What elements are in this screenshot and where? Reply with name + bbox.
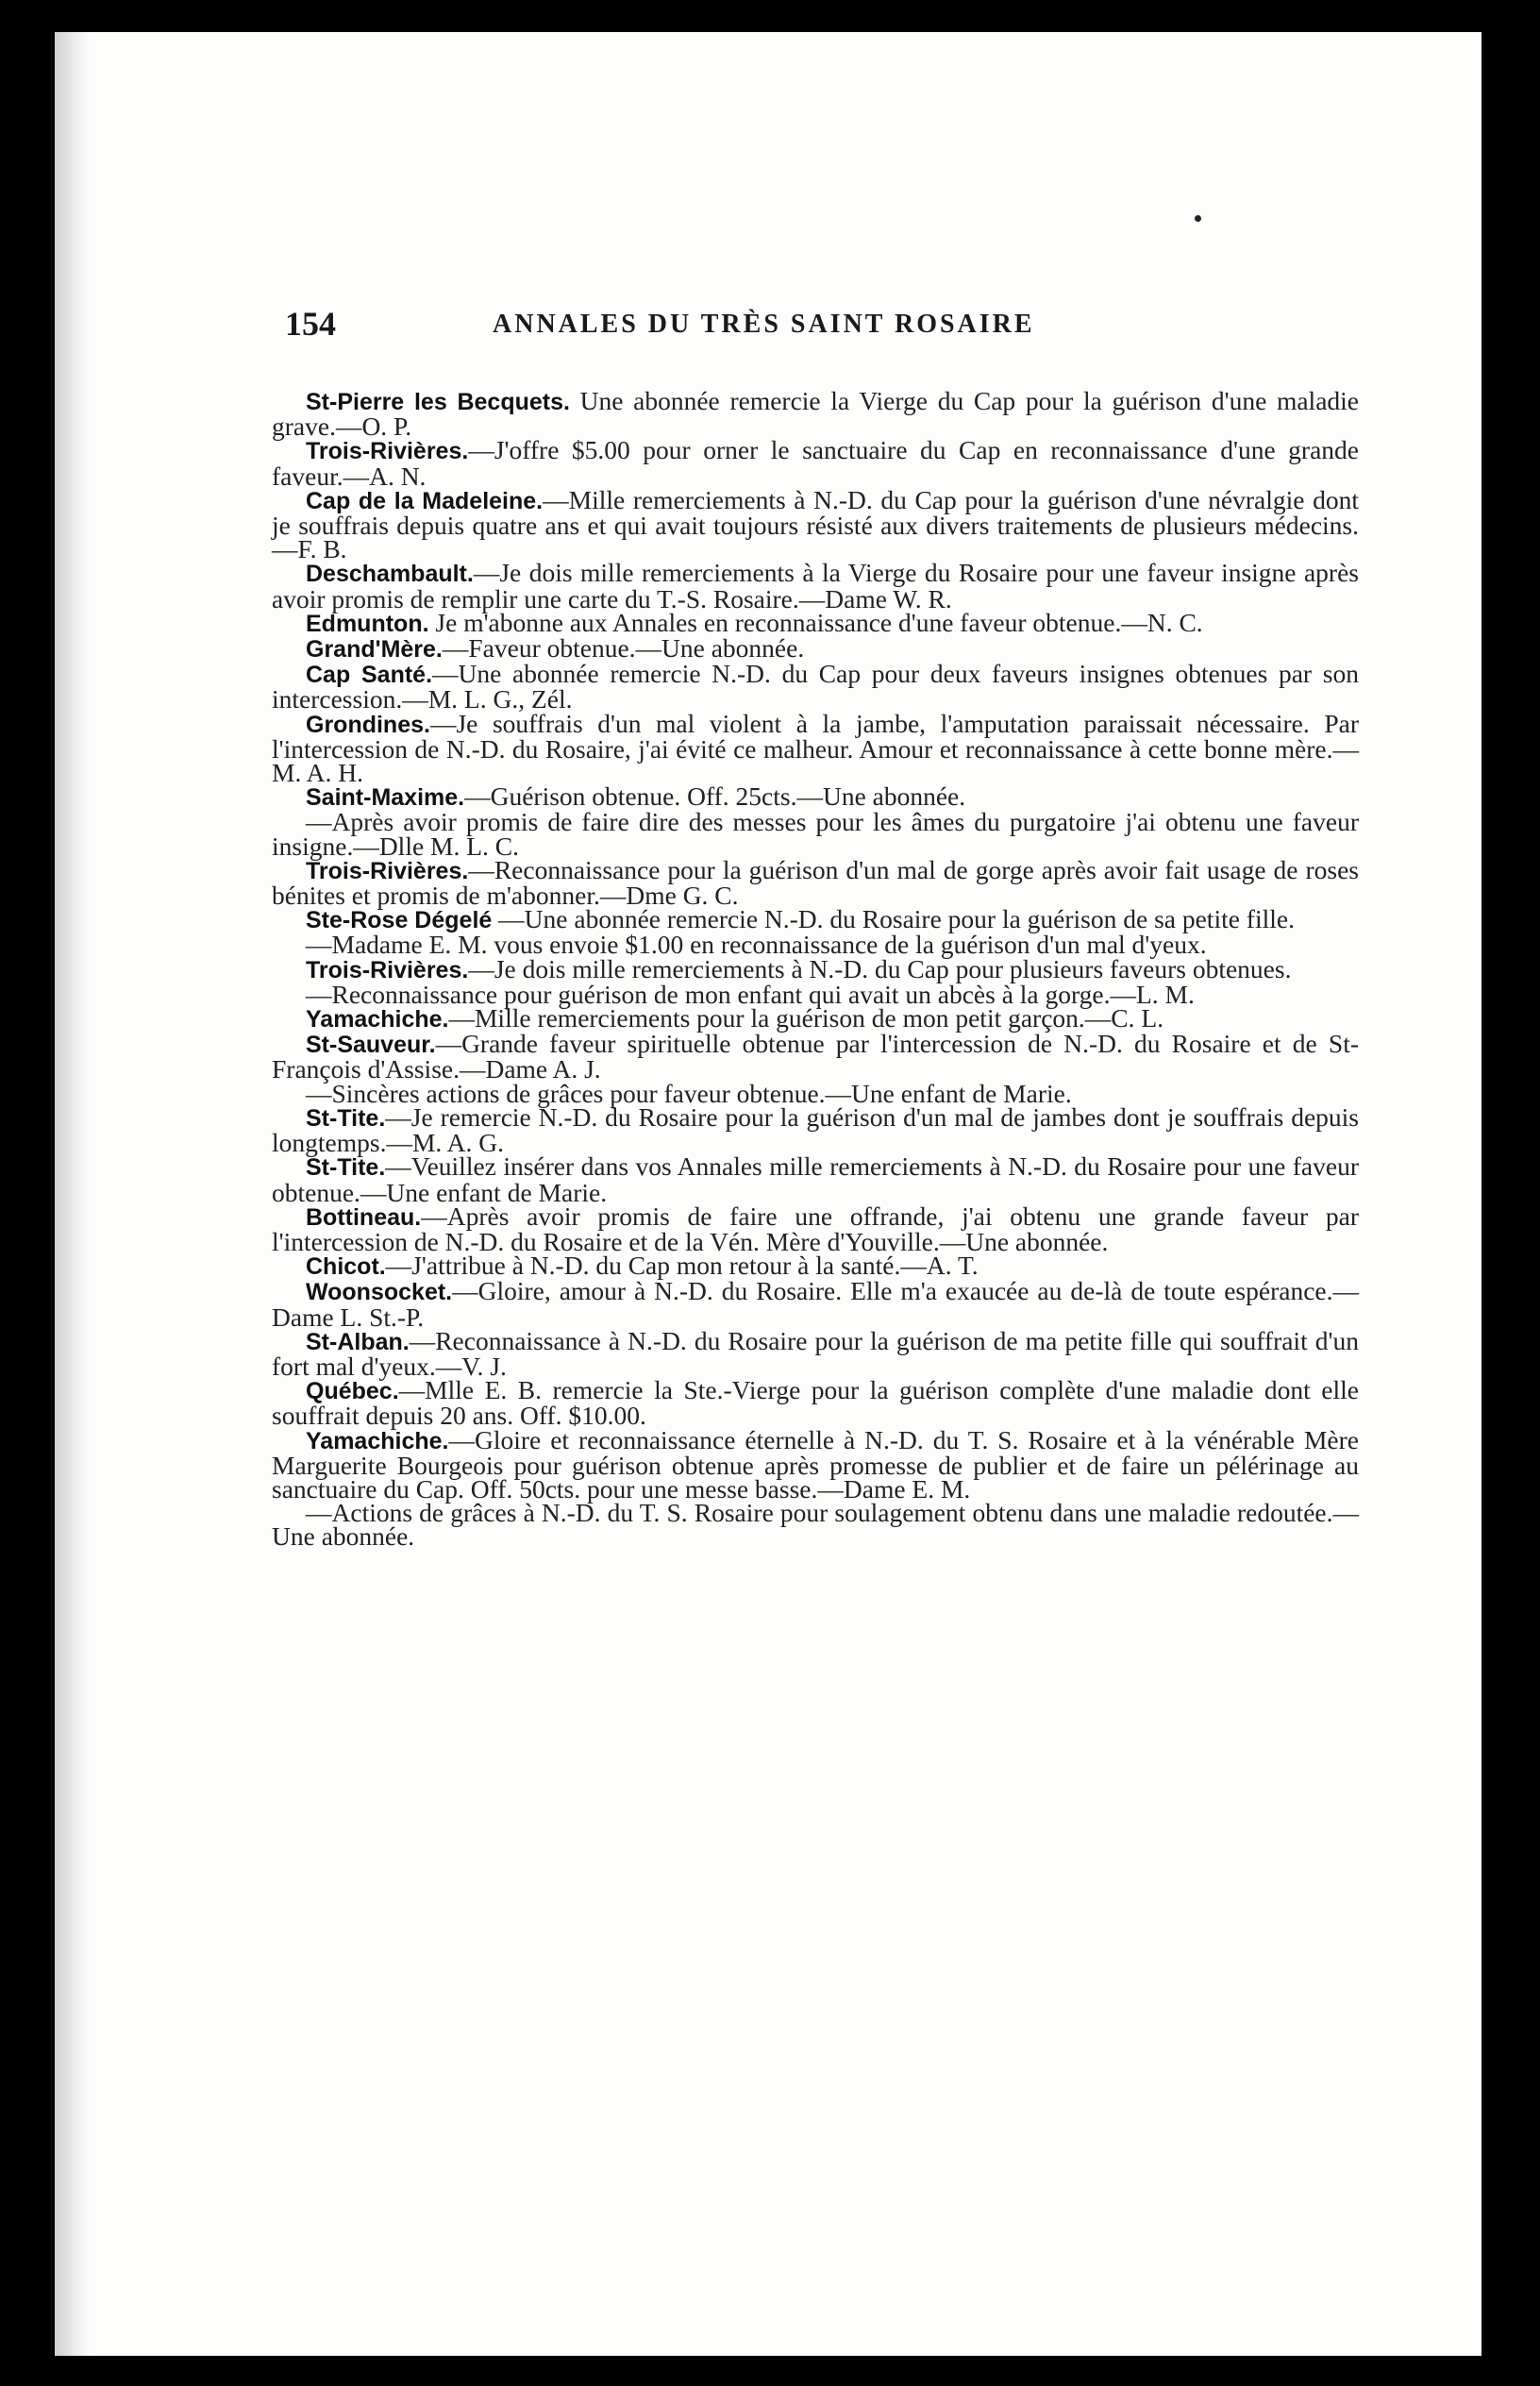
entry-place: Yamachiche. (306, 1427, 449, 1454)
entry-text: —Je dois mille remerciements à N.-D. du Cap pour plusieurs faveurs obtenues. (468, 953, 1292, 983)
entry (272, 708, 1359, 788)
entry-text: —Gloire, amour à N.-D. du Rosaire. Elle m'a exaucée au de-là de toute espérance.—Dame L. St.-P. (272, 1276, 1359, 1332)
entry (272, 659, 1359, 714)
entry-text: —Reconnaissance pour la guérison d'un mal de gorge après avoir fait usage de roses bénites et promis de m'abonner.—Dme G. C. (272, 854, 1359, 911)
entry-text: —Mlle E. B. remercie la Ste.-Vierge pour la guérison complète d'une maladie dont elle souffrait depuis 20 ans. Off. $10.00. (272, 1375, 1359, 1431)
speck-mark (1195, 215, 1201, 222)
entry (272, 1325, 1359, 1381)
entry-place: Ste-Rose Dégelé (306, 907, 493, 934)
entry-text: —Une abonnée remercie N.-D. du Cap pour deux faveurs insignes obtenues par son intercession.—M. L. G., Zél. (272, 659, 1359, 714)
entry (272, 1201, 1359, 1256)
entry-place: Yamachiche. (306, 1006, 449, 1033)
entry-text: —Guérison obtenue. Off. 25cts.—Une abonnée. (464, 781, 966, 812)
entry-text: Je m'abonne aux Annales en reconnaissance d'une faveur obtenue.—N. C. (428, 607, 1203, 637)
entry-place: St-Alban. (306, 1328, 410, 1355)
entry-text: —Une abonnée remercie N.-D. du Rosaire pour la guérison de sa petite fille. (492, 904, 1295, 934)
entry-place: Bottineau. (306, 1203, 422, 1231)
entry-place: Cap Santé. (306, 662, 433, 689)
page-header (285, 304, 1351, 361)
entry-text: —Mille remerciements à N.-D. du Cap pour la guérison d'une névralgie dont je souffrais depuis quatre ans et qui avait toujours résisté aux divers traitements de plusieurs médecins.—F. B. (272, 484, 1359, 564)
entry-text: —Reconnaissance à N.-D. du Rosaire pour la guérison de ma petite fille qui souffrait d'un fort mal d'yeux.—V. J. (272, 1325, 1359, 1381)
entry (272, 781, 1359, 812)
entry (272, 1375, 1359, 1431)
entry-text: —Reconnaissance pour guérison de mon enfant qui avait un abcès à la gorge.—L. M. (306, 979, 1195, 1009)
entry-place: Saint-Maxime. (306, 784, 465, 812)
entry-place: Trois-Rivières. (306, 857, 469, 884)
entry (272, 1253, 1359, 1279)
entry-text: —J'attribue à N.-D. du Cap mon retour à la santé.—A. T. (385, 1251, 979, 1281)
entry-text: —Sincères actions de grâces pour faveur obtenue.—Une enfant de Marie. (306, 1078, 1072, 1108)
entry (272, 807, 1359, 861)
entry (272, 558, 1359, 613)
entry-place: Trois-Rivières. (306, 956, 469, 983)
entry-place: Grand'Mère. (306, 636, 443, 664)
entry-place: Chicot. (306, 1253, 386, 1281)
entry-text: —Après avoir promis de faire dire des messes pour les âmes du purgatoire j'ai obtenu une faveur insigne.—Dlle M. L. C. (272, 807, 1359, 861)
page-gutter-shadow (55, 32, 91, 2356)
entry-place: Deschambault. (306, 561, 474, 588)
entry (272, 386, 1359, 442)
entry (272, 904, 1359, 934)
page-number: 154 (285, 305, 336, 343)
entry-place: St-Tite. (306, 1104, 386, 1132)
entry (272, 607, 1359, 637)
entry-place: Trois-Rivières. (306, 438, 469, 465)
entry-text: —Mille remerciements pour la guérison de mon petit garçon.—C. L. (448, 1003, 1164, 1033)
entry (272, 1424, 1359, 1504)
entry (272, 633, 1359, 664)
entry-text: —J'offre $5.00 pour orner le sanctuaire du Cap en reconnaissance d'une grande faveur.—A. N. (272, 435, 1359, 491)
entry-text: —Je souffrais d'un mal violent à la jambe, l'amputation paraissait nécessaire. Par l'intercession de N.-D. du Rosaire, j'ai évité ce malheur. Amour et reconnaissance à cette bonne mère.—M. A. H. (272, 708, 1359, 788)
entry-text: —Actions de grâces à N.-D. du T. S. Rosaire pour soulagement obtenu dans une maladie redoutée.—Une abonnée. (272, 1498, 1359, 1552)
entry (272, 1498, 1359, 1552)
entry-text: —Madame E. M. vous envoie $1.00 en reconnaissance de la guérison d'un mal d'yeux. (306, 930, 1207, 960)
entry-place: St-Tite. (306, 1154, 386, 1182)
entry (272, 1151, 1359, 1207)
entry-text: Une abonnée remercie la Vierge du Cap pour la guérison d'une maladie grave.—O. P. (272, 386, 1359, 442)
entry-text: —Veuillez insérer dans vos Annales mille remerciements à N.-D. du Rosaire pour une faveur obtenue.—Une enfant de Marie. (272, 1151, 1359, 1207)
entry-text: —Grande faveur spirituelle obtenue par l'intercession de N.-D. du Rosaire et de St-François d'Assise.—Dame A. J. (272, 1029, 1359, 1084)
entry-text: —Je dois mille remerciements à la Vierge du Rosaire pour une faveur insigne après avoir promis de remplir une carte du T.-S. Rosaire.—Dame W. R. (272, 558, 1359, 613)
entry (272, 435, 1359, 491)
entry-place: Grondines. (306, 711, 430, 738)
entry-text: —Gloire et reconnaissance éternelle à N.-D. du T. S. Rosaire et à la vénérable Mère Marguerite Bourgeois pour guérison obtenue après promesse de publier et de faire un pélérinage au sanctuaire du Cap. Off. 50cts. pour une messe basse.—Dame E. M. (272, 1424, 1359, 1504)
entry (272, 1003, 1359, 1033)
entry (272, 484, 1359, 564)
entry-place: Cap de la Madeleine. (306, 487, 544, 514)
entry (272, 1029, 1359, 1084)
entry-place: Edmunton. (306, 610, 429, 637)
entry-place: St-Pierre les Becquets. (306, 389, 570, 415)
entry (272, 854, 1359, 911)
running-title: ANNALES DU TRÈS SAINT ROSAIRE (493, 310, 1035, 339)
entry-text: —Après avoir promis de faire une offrande, j'ai obtenu une grande faveur par l'intercession de N.-D. du Rosaire et de la Vén. Mère d'Youville.—Une abonnée. (272, 1201, 1359, 1256)
entry (272, 953, 1359, 983)
entries-list (272, 386, 1359, 1552)
entry-text: —Je remercie N.-D. du Rosaire pour la guérison d'un mal de jambes dont je souffrais depuis longtemps.—M. A. G. (272, 1101, 1359, 1158)
entry-place: St-Sauveur. (306, 1032, 436, 1059)
entry (272, 1101, 1359, 1158)
entry-place: Woonsocket. (306, 1279, 453, 1306)
entry-place: Québec. (306, 1378, 399, 1405)
entry-text: —Faveur obtenue.—Une abonnée. (442, 633, 805, 664)
entry (272, 1276, 1359, 1332)
